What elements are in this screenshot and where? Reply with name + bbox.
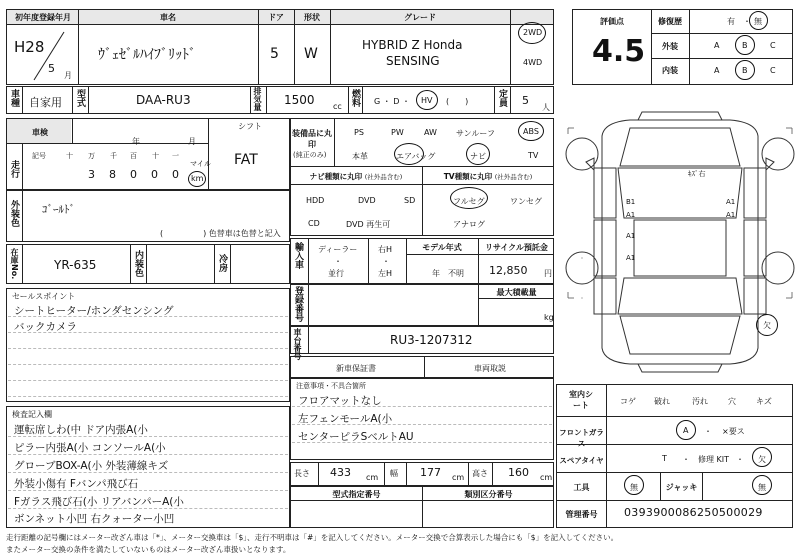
tools-label: 工具 [573,483,590,492]
max-load-kg: kg [544,313,554,322]
type-no-label: 型式指定番号 [332,490,381,499]
fuel-paren: ( ) [446,97,469,106]
spare-dot-2: ・ [736,455,744,464]
drive-4wd: 4WD [523,58,543,67]
capacity-value: 5 [522,94,529,107]
equip-aw: AW [424,128,437,137]
tv-type-title: TV種類に丸印 [443,172,493,181]
equip-abs: ABS [523,127,539,136]
note-line-1: フロアマットなし [298,395,382,407]
grade-line1: HYBRID Z Honda [362,38,463,52]
registration-month: 5 [48,62,55,75]
mileage-digit-3: 0 [130,168,137,181]
exterior-header: 外装 [662,42,678,51]
inspection-note-4: 外装小傷有 Fバンパ飛び石 [14,478,139,490]
mileage-unit-sen: 千 [110,152,117,160]
inspection-note-5: Fガラス飛び石(小 リアバンパーA(小 [14,496,184,508]
tv-type-label [424,171,552,182]
length-value: 433 [330,466,351,479]
registration-year: H28 [14,38,45,56]
import-dealer: ディーラー [318,245,358,254]
diagram-mark-a1-left-front: A1 [626,211,636,219]
shift-label: シフト [238,122,262,131]
shift-value: FAT [234,152,258,168]
height-label: 高さ [472,469,488,478]
class-no-label: 類別区分番号 [464,490,513,499]
equip-pw: PW [391,128,404,137]
diagram-mark-front-right: ｷｽﾞ右 [688,170,706,178]
seat-item-burn: コゲ [620,397,636,406]
glass-dot: ・ [704,427,712,436]
color-note: ( ) 色替車は色替と記入 [160,229,281,238]
inspection-note-3: グローブBOX-A(小 外装薄線キズ [14,460,169,472]
drive-2wd: 2WD [523,28,543,37]
glass-label: フロントガラス [559,428,604,448]
note-line-2: 左フェンモールA(小 [298,413,393,425]
car-damage-diagram [560,108,800,378]
equipment-subtitle: (純正のみ) [293,151,327,159]
height-value: 160 [508,466,529,479]
glass-replace: ×要ス [722,427,745,436]
body-shape: W [304,46,318,62]
capacity-label: 定員 [497,89,507,107]
mileage-digit-4: 0 [151,168,158,181]
color-value: ｺﾞｰﾙﾄﾞ [42,203,75,216]
recycle-label: リサイクル預託金 [485,243,548,252]
grade-line2: SENSING [386,54,440,68]
jack-none: 無 [758,483,766,492]
spare-kit: 修理 KIT [698,455,730,464]
seat-item-dirt: 汚れ [692,397,708,406]
fuel-hv: HV [421,96,433,105]
nav-hdd: HDD [306,196,325,205]
displacement-value: 1500 [284,93,315,107]
mileage-unit-symbol: 記号 [32,152,46,160]
import-label: 輸入車 [293,242,303,269]
chassis-label: 車台番号 [293,328,302,360]
mile-label: マイル [190,160,211,168]
fuel-label: 燃料 [350,89,360,107]
nav-type-title: ナビ種類に丸印 [309,172,363,181]
stock-label: 在庫No. [10,248,19,280]
evaluation-score: 4.5 [592,34,646,69]
diagram-mark-a1-left-quarter: A1 [626,254,636,262]
width-unit: cm [452,473,465,482]
usage-value: 自家用 [29,96,62,109]
seat-label: 室内シート [569,390,593,410]
displacement-label: 排気量 [253,87,262,111]
stock-row [6,244,290,284]
door-header: ドア [268,13,284,22]
car-name-header: 車名 [160,13,176,22]
exterior-grade-c: C [770,41,776,50]
length-unit: cm [366,473,379,482]
interior-grade-a: A [714,66,720,75]
mileage-unit-10man: 十 [66,152,73,160]
diagram-mark-a1-left-rear: A1 [626,232,636,240]
vehicle-manual: 車両取説 [474,364,506,373]
height-unit: cm [540,473,553,482]
interior-color-label: 内装色 [133,250,143,277]
nav-type-sub: (社外品含む) [364,173,403,181]
cc-unit: cc [333,102,342,111]
import-parallel: 並行 [328,269,344,278]
km-label: km [191,174,204,183]
seat-item-scratch: キズ [756,397,772,406]
model-year-value: 年 不明 [432,269,464,278]
mileage-digit-2: 8 [109,168,116,181]
tv-fullseg: フルセグ [453,197,485,206]
spare-label: スペアタイヤ [559,456,604,465]
mileage-label: 走行 [9,160,19,178]
grade-header: グレード [404,13,436,22]
warranty-box [290,356,554,378]
fuel-options: G ・ D ・ [374,97,410,106]
mileage-unit-jyu: 十 [152,152,159,160]
recycle-value: 12,850 [489,264,528,277]
width-label: 幅 [390,469,398,478]
nav-cd: CD [308,219,320,228]
shape-header: 形状 [304,13,320,22]
interior-grade-b: B [742,66,748,75]
equip-leather: 本革 [352,152,368,161]
note-line-3: センターピラSベルトAU [298,431,414,443]
model-value: DAA-RU3 [136,93,191,107]
tv-oneseg: ワンセグ [510,197,542,206]
import-rh: 右H [378,245,393,254]
glass-a: A [683,426,689,435]
stock-no: YR-635 [54,258,97,272]
mgmt-no: 0393900086250500029 [624,506,763,519]
model-label: 型式 [75,89,85,107]
inspection-label: 車検 [32,128,48,137]
spare-dot-1: ・ [682,455,690,464]
tv-type-sub: (社外品含む) [494,173,533,181]
capacity-unit: 人 [542,103,550,112]
exterior-grade-b: B [742,41,748,50]
chassis-value: RU3-1207312 [390,333,473,347]
inspection-note-2: ピラー内張A(小 コンソールA(小 [14,442,166,454]
spare-missing: 欠 [758,455,766,464]
tv-analog: アナログ [453,220,485,229]
spare-t: T [662,454,667,463]
mgmt-label: 管理番号 [565,510,598,519]
repair-header: 修復歴 [658,17,682,26]
mileage-unit-ichi: 一 [172,152,179,160]
sales-title: セールスポイント [12,292,76,301]
max-load-label: 最大積載量 [496,288,537,297]
model-year-label: モデル年式 [422,243,462,252]
recycle-yen: 円 [544,269,552,278]
usage-label: 車種 [9,89,19,107]
score-header: 評価点 [600,17,624,26]
nav-dvd-playback: DVD 再生可 [346,220,391,229]
equip-tv: TV [528,151,539,160]
nav-dvd: DVD [358,196,376,205]
equipment-title: 装備品に丸印 [292,129,332,149]
diagram-mark-a1-right-front: A1 [726,198,736,206]
equip-airbag: エアバッグ [396,152,436,161]
equip-ps: PS [354,128,364,137]
mileage-unit-hyaku: 百 [130,152,137,160]
sales-line-1: シートヒーター/ホンダセンシング [14,305,174,317]
sales-line-2: バックカメラ [14,321,77,333]
exterior-grade-a: A [714,41,720,50]
inspection-month-unit: 月 [188,137,196,146]
notes-title: 注意事項・不具合箇所 [296,382,366,390]
interior-grade-c: C [770,66,776,75]
mileage-unit-man: 万 [88,152,95,160]
width-value: 177 [420,466,441,479]
registration-label: 登録番号 [293,286,303,322]
new-car-warranty: 新車保証書 [336,364,376,373]
footer-line-2: またメーター交換の条件を満たしていないものはメーター改ざん車扱いとなります。 [6,545,291,554]
inspection-year-unit: 年 [132,137,140,146]
interior-header: 内装 [662,66,678,75]
mileage-digit-1: 3 [88,168,95,181]
color-label: 外装色 [9,200,19,227]
door-count: 5 [270,46,279,62]
inspection-note-1: 運転席しわ(中 ドア内張A(小 [14,424,148,436]
import-lh: 左H [378,269,393,278]
seat-item-hole: 穴 [728,397,736,406]
repair-no: 無 [754,17,762,26]
mileage-digit-5: 0 [172,168,179,181]
inspection-note-6: ボンネット小凹 右クォーター小凹 [14,513,175,525]
year-header: 初年度登録年月 [15,13,71,22]
footer-line-1: 走行距離の記号欄にはメーター改ざん車は「*」、メーター交換車は「$」、走行不明車は「#」を記入してください。メーター交換で合算表示した場合にも「$」を記入してください。 [6,533,619,542]
nav-sd: SD [404,196,416,205]
inspection-notes-title: 検査記入欄 [12,410,52,419]
ac-label: 冷房 [217,254,227,272]
equip-sunroof: サンルーフ [456,129,495,138]
diagram-mark-missing: 欠 [763,321,771,330]
repair-yes: 有 [727,17,735,26]
diagram-mark-a1-right-door: A1 [726,211,736,219]
length-label: 長さ [294,469,310,478]
car-name: ｳﾞｪｾﾞﾙﾊｲﾌﾞﾘｯﾄﾞ [98,47,196,63]
nav-type-label [296,171,416,182]
tools-none: 無 [630,483,638,492]
jack-label: ジャッキ [665,483,698,492]
seat-item-tear: 破れ [654,397,670,406]
equip-navi: ナビ [470,152,486,161]
diagram-mark-b1: B1 [626,198,636,206]
month-unit: 月 [64,71,72,80]
